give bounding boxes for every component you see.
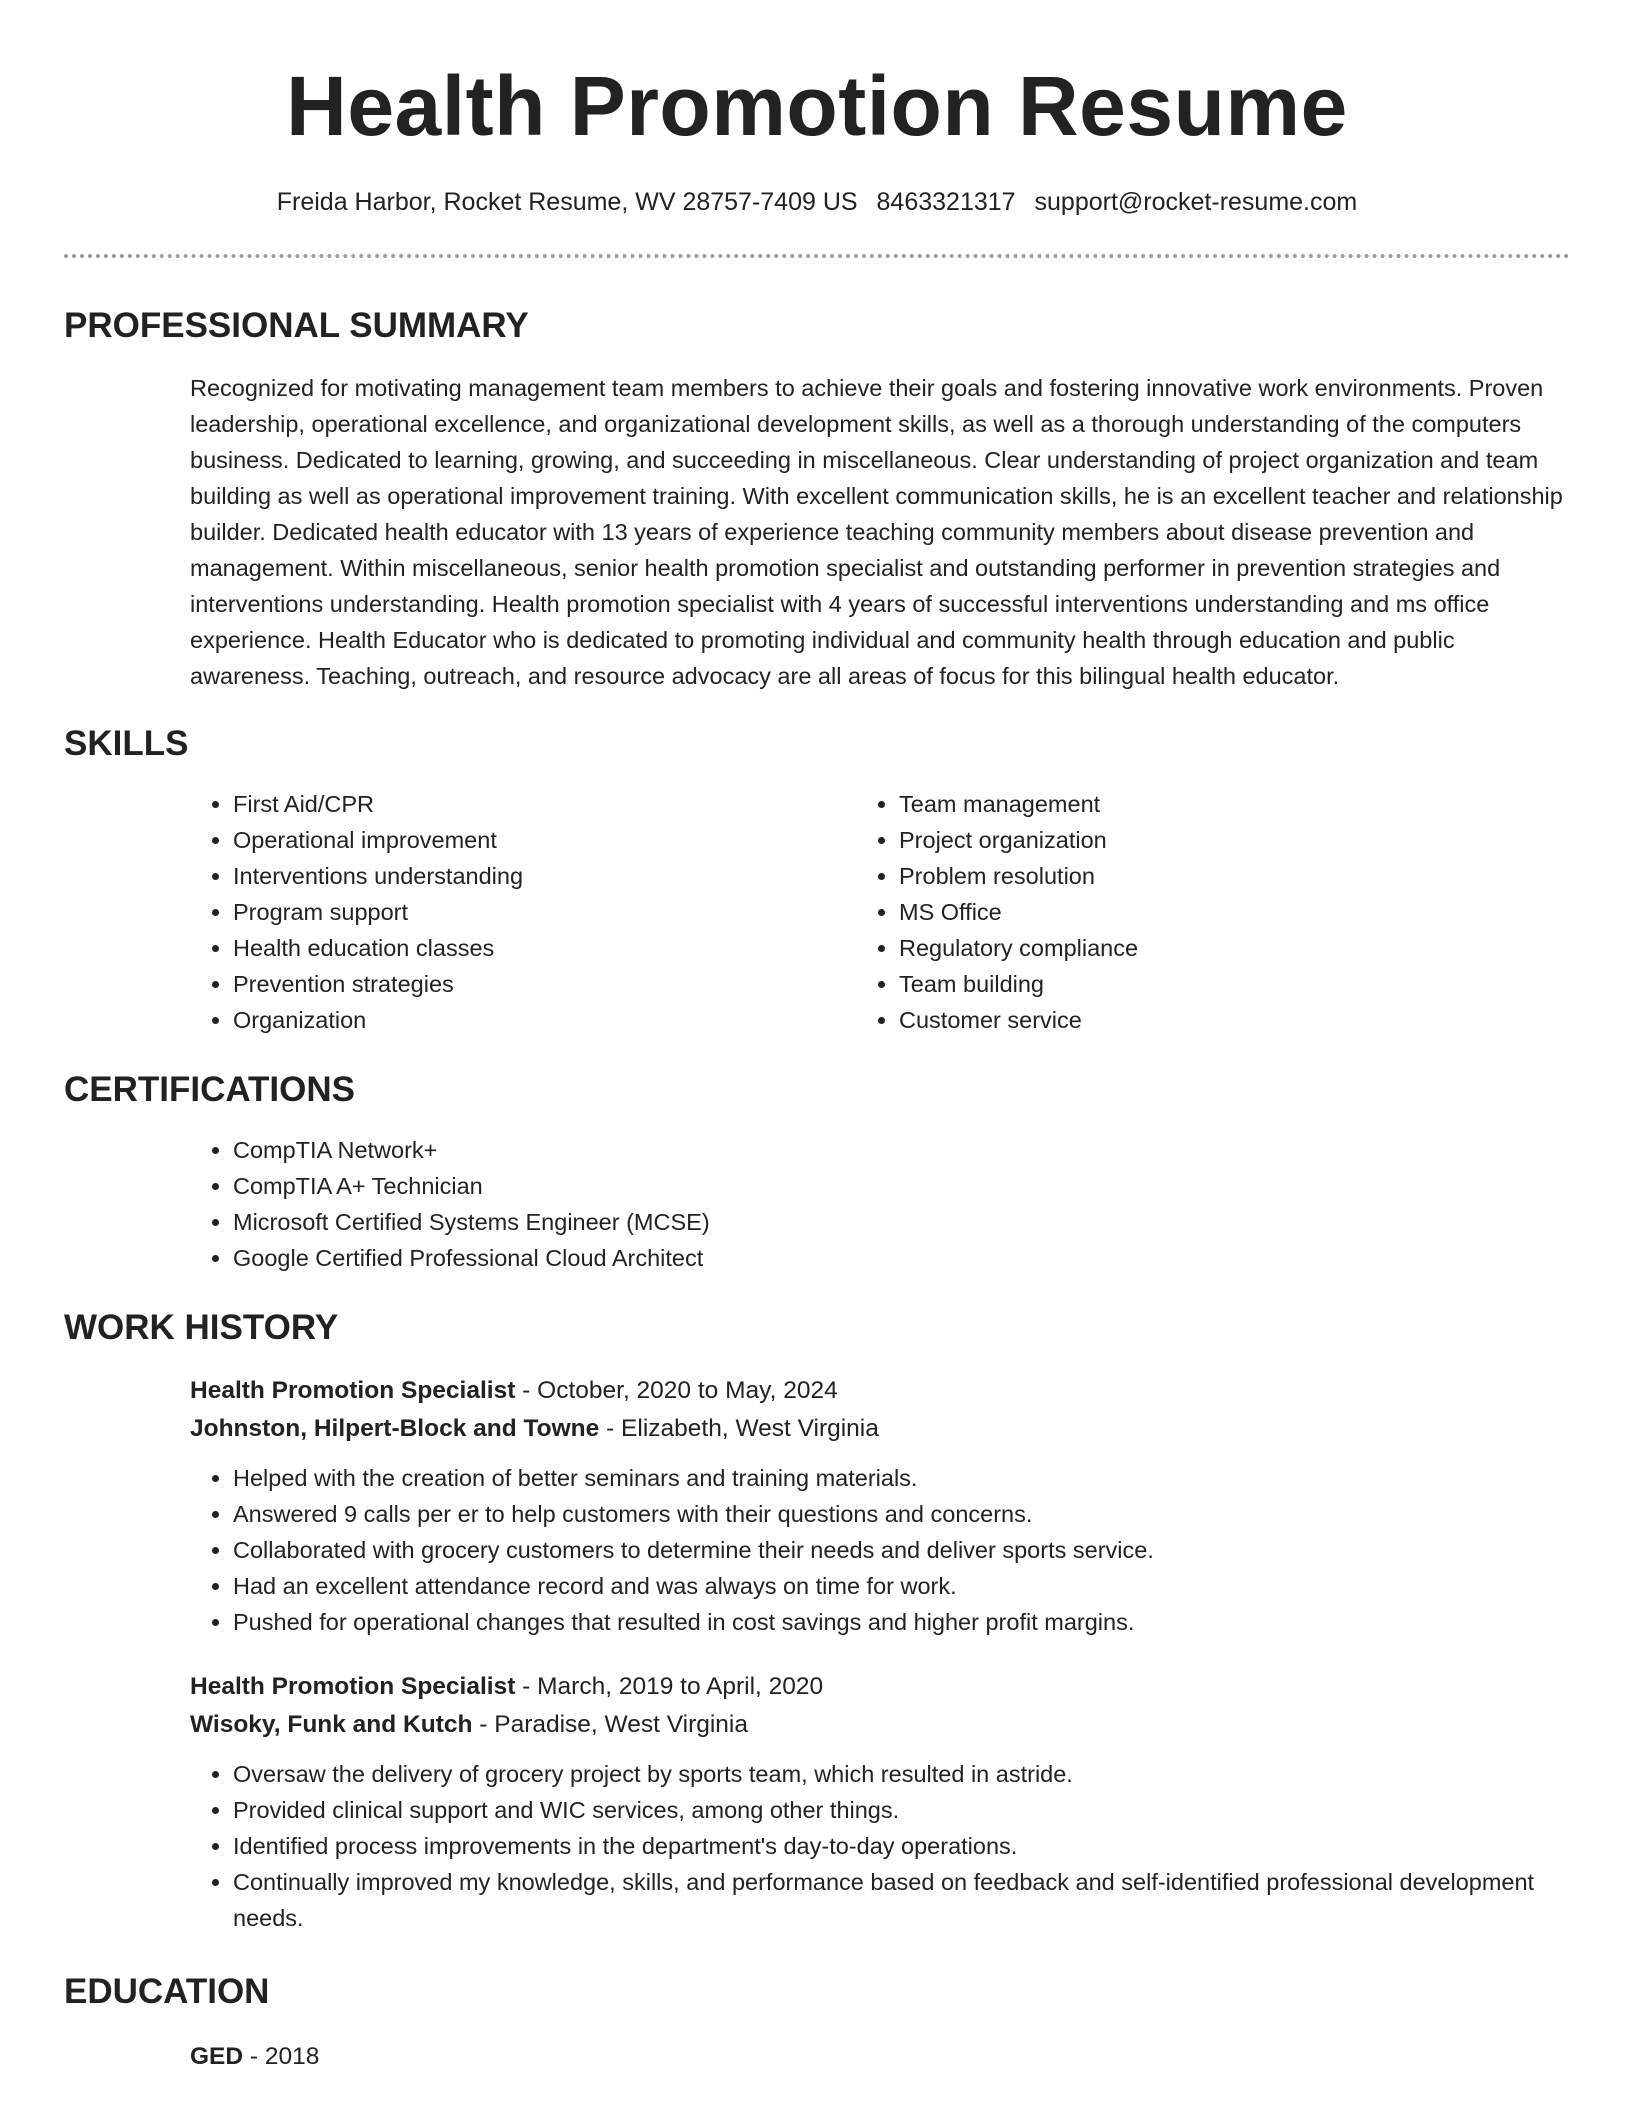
job-bullets (190, 1460, 1570, 1640)
skills-list-right (744, 786, 1410, 1038)
summary-text: Recognized for motivating management team members to achieve their goals and fostering innovative work environments. Proven leadership, operational excellence, and organizational development skills, as well as a thorough understanding of the computers business. Dedicated to learning, growing, and succeeding in miscellaneous. Clear understanding of project organization and team building as well as operational improvement training. With excellent communication skills, he is an excellent teacher and relationship builder. Dedicated health educator with 13 years of experience teaching community members about disease prevention and management. Within miscellaneous, senior health promotion specialist and outstanding performer in prevention strategies and interventions understanding. Health promotion specialist with 4 years of successful interventions understanding and ms office experience. Health Educator who is dedicated to promoting individual and community health through education and public awareness. Teaching, outreach, and resource advocacy are all areas of focus for this bilingual health educator. (190, 375, 1563, 689)
job-bullets (190, 1756, 1570, 1936)
certification-item: • Microsoft Certified Systems Engineer (MCSE) (233, 1204, 1570, 1240)
skill-item: • Program support (233, 894, 744, 930)
job-title-line (190, 1372, 1570, 1410)
education-heading: EDUCATION (64, 1972, 270, 2011)
certifications-heading: CERTIFICATIONS (64, 1070, 356, 1109)
job-bullet: • Oversaw the delivery of grocery project by sports team, which resulted in astride. (233, 1756, 1570, 1792)
skill-item: • First Aid/CPR (233, 786, 744, 822)
skill-item: • Problem resolution (899, 858, 1410, 894)
skills-list-left (64, 786, 744, 1038)
certification-item: • CompTIA Network+ (233, 1132, 1570, 1168)
job-company: Johnston, Hilpert-Block and Towne (190, 1415, 600, 1442)
work-history-section (64, 1306, 1570, 1936)
skills-grid (64, 786, 1570, 1038)
job-bullet: • Helped with the creation of better seminars and training materials. (233, 1460, 1570, 1496)
job-title-line (190, 1668, 1570, 1706)
education-year: - 2018 (243, 2043, 320, 2070)
skills-heading: SKILLS (64, 724, 189, 763)
job-company: Wisoky, Funk and Kutch (190, 1711, 473, 1738)
certifications-list (64, 1132, 1570, 1276)
job-title: Health Promotion Specialist (190, 1673, 516, 1700)
contact-address: Freida Harbor, Rocket Resume, WV 28757-7409 US (276, 188, 858, 216)
skill-item: • Prevention strategies (233, 966, 744, 1002)
job-entry (190, 1668, 1570, 1936)
resume-page (64, 0, 1570, 2076)
skill-item: • Team management (899, 786, 1410, 822)
job-bullet: • Collaborated with grocery customers to determine their needs and deliver sports service. (233, 1532, 1570, 1568)
skill-item: • MS Office (899, 894, 1410, 930)
contact-phone: 8463321317 (876, 188, 1016, 216)
summary-section (64, 304, 1570, 694)
education-section (64, 1970, 1570, 2076)
job-company-line (190, 1706, 1570, 1744)
contact-line (64, 184, 1570, 220)
resume-title: Health Promotion Resume (286, 59, 1348, 153)
skill-item: • Interventions understanding (233, 858, 744, 894)
job-bullet: • Answered 9 calls per er to help customers with their questions and concerns. (233, 1496, 1570, 1532)
job-dates: - March, 2019 to April, 2020 (515, 1673, 824, 1700)
job-bullet: • Identified process improvements in the department's day-to-day operations. (233, 1828, 1570, 1864)
skill-item: • Project organization (899, 822, 1410, 858)
skill-item: • Health education classes (233, 930, 744, 966)
job-bullet: • Had an excellent attendance record and was always on time for work. (233, 1568, 1570, 1604)
job-location: - Paradise, West Virginia (472, 1711, 748, 1738)
job-dates: - October, 2020 to May, 2024 (515, 1377, 838, 1404)
job-title: Health Promotion Specialist (190, 1377, 516, 1404)
certification-item: • Google Certified Professional Cloud Architect (233, 1240, 1570, 1276)
education-degree: GED (190, 2043, 244, 2070)
job-company-line (190, 1410, 1570, 1448)
certification-item: • CompTIA A+ Technician (233, 1168, 1570, 1204)
job-bullet: • Pushed for operational changes that resulted in cost savings and higher profit margins. (233, 1604, 1570, 1640)
skill-item: • Customer service (899, 1002, 1410, 1038)
certifications-section (64, 1068, 1570, 1276)
skill-item: • Team building (899, 966, 1410, 1002)
job-entry (190, 1372, 1570, 1640)
skill-item: • Regulatory compliance (899, 930, 1410, 966)
header-divider (64, 254, 1570, 258)
summary-heading: PROFESSIONAL SUMMARY (64, 306, 529, 345)
job-location: - Elizabeth, West Virginia (599, 1415, 879, 1442)
work-history-heading: WORK HISTORY (64, 1308, 339, 1347)
education-entry (190, 2038, 1570, 2076)
skill-item: • Organization (233, 1002, 744, 1038)
job-bullet: • Provided clinical support and WIC services, among other things. (233, 1792, 1570, 1828)
contact-email[interactable]: support@rocket-resume.com (1034, 188, 1358, 216)
job-bullet: • Continually improved my knowledge, skills, and performance based on feedback and self-identified professional development needs. (233, 1864, 1570, 1936)
skills-section (64, 722, 1570, 1038)
skill-item: • Operational improvement (233, 822, 744, 858)
